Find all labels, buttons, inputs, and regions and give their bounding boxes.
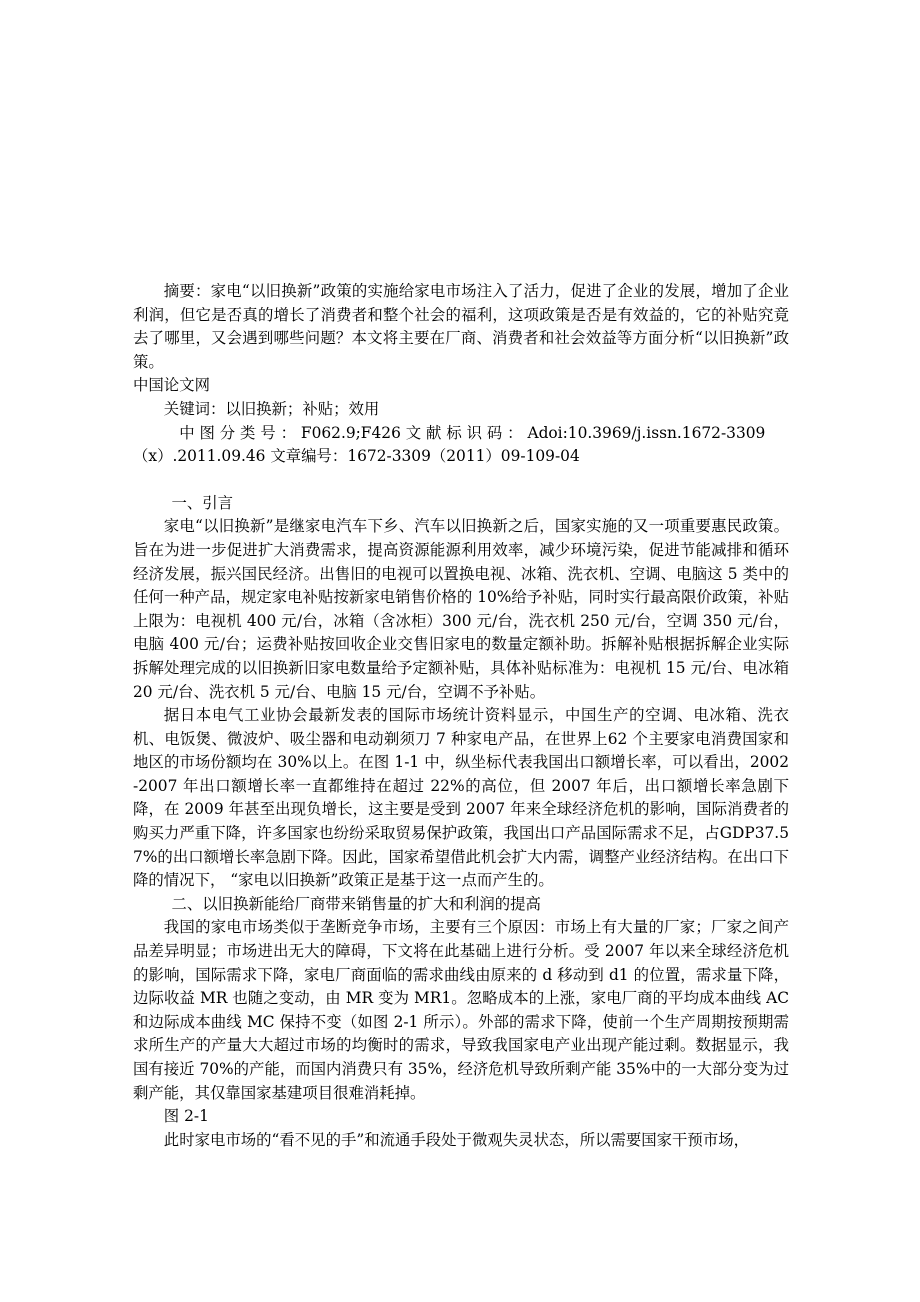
- abstract-paragraph: 摘要：家电“以旧换新”政策的实施给家电市场注入了活力，促进了企业的发展，增加了企业利润，但它是否真的增长了消费者和整个社会的福利，这项政策是否是有效益的，它的补贴究竟去了哪里，又会遇到哪些问题？本文将主要在厂商、消费者和社会效益等方面分析“以旧换新”政策。: [133, 282, 789, 371]
- classification-line: 中 图 分 类 号 ： F062.9;F426 文 献 标 识 码 ： Adoi:10.3969/j.issn.1672-3309（x）.2011.09.46 文章编号：1672-3309（2011）09-109-04: [133, 423, 766, 466]
- section-2-paragraph-2: 此时家电市场的“看不见的手”和流通手段处于微观失灵状态，所以需要国家干预市场，: [163, 1130, 749, 1149]
- blank-line: [133, 469, 789, 492]
- section-1-paragraph-2: 据日本电气工业协会最新发表的国际市场统计资料显示，中国生产的空调、电冰箱、洗衣机、电饭煲、微波炉、吸尘器和电动剃须刀 7 种家电产品，在世界上62 个主要家电消费国家和地区的市场份额均在 30%以上。在图 1-1 中，纵坐标代表我国出口额增长率，可以看出，2002-2007 年出口额增长率一直都维持在超过 22%的高位，但 2007 年后，出口额增长率急剧下降，在 2009 年甚至出现负增长，这主要是受到 2007 年来全球经济危机的影响，国际消费者的购买力严重下降，许多国家也纷纷采取贸易保护政策，我国出口产品国际需求不足，占GDP37.57%的出口额增长率急剧下降。因此，国家希望借此机会扩大内需，调整产业经济结构。在出口下降的情况下， “家电以旧换新”政策正是基于这一点而产生的。: [133, 706, 789, 890]
- section-1-heading: 一、引言: [171, 493, 234, 512]
- document-body: [133, 280, 789, 1152]
- section-2-heading: 二、以旧换新能给厂商带来销售量的扩大和利润的提高: [171, 894, 541, 913]
- figure-caption: 图 2-1: [163, 1107, 209, 1126]
- section-2-paragraph-1: 我国的家电市场类似于垄断竞争市场，主要有三个原因：市场上有大量的厂家；厂家之间产品差异明显；市场进出无大的障碍，下文将在此基础上进行分析。受 2007 年以来全球经济危机的影响，国际需求下降，家电厂商面临的需求曲线由原来的 d 移动到 d1 的位置，需求量下降，边际收益 MR 也随之变动，由 MR 变为 MR1。忽略成本的上涨，家电厂商的平均成本曲线 AC 和边际成本曲线 MC 保持不变（如图 2-1 所示）。外部的需求下降，使前一个生产周期按预期需求所生产的产量大大超过市场的均衡时的需求，导致我国家电产业出现产能过剩。数据显示，我国有接近 70%的产能，而国内消费只有 35%，经济危机导致所剩产能 35%中的一大部分变为过剩产能，其仅靠国家基建项目很难消耗掉。: [133, 918, 789, 1102]
- keywords-line: 关键词：以旧换新；补贴；效用: [163, 399, 380, 418]
- source-label: 中国论文网: [133, 376, 210, 395]
- section-1-paragraph-1: 家电“以旧换新”是继家电汽车下乡、汽车以旧换新之后，国家实施的又一项重要惠民政策。旨在为进一步促进扩大消费需求，提高资源能源利用效率，减少环境污染，促进节能减排和循环经济发展，振兴国民经济。出售旧的电视可以置换电视、冰箱、洗衣机、空调、电脑这 5 类中的任何一种产品，规定家电补贴按新家电销售价格的 10%给予补贴，同时实行最高限价政策，补贴上限为：电视机 400 元/台，冰箱（含冰柜）300 元/台，洗衣机 250 元/台，空调 350 元/台，电脑 400 元/台；运费补贴按回收企业交售旧家电的数量定额补助。拆解补贴根据拆解企业实际拆解处理完成的以旧换新旧家电数量给予定额补贴，具体补贴标准为：电视机 15 元/台、电冰箱 20 元/台、洗衣机 5 元/台、电脑 15 元/台，空调不予补贴。: [133, 517, 789, 701]
